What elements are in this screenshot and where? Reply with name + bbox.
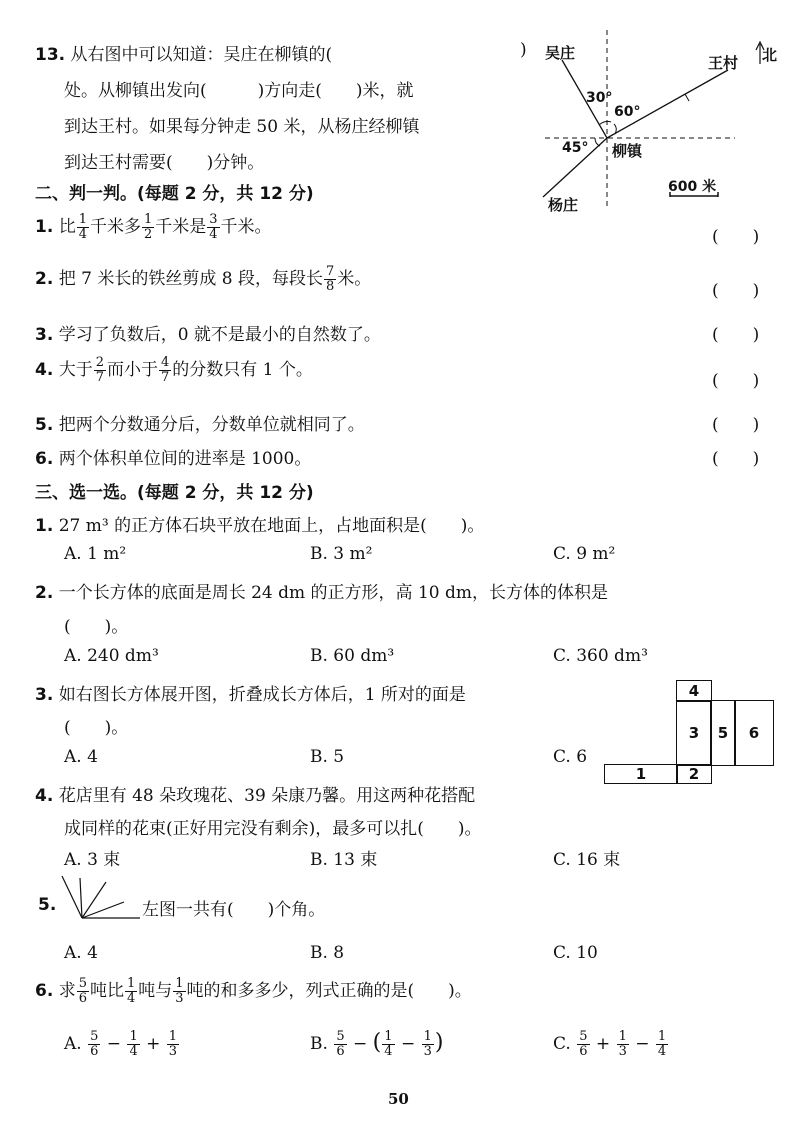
option-a[interactable]: A. 240 dm³: [64, 646, 159, 666]
choose-item-3-cont: ( )。: [64, 718, 129, 738]
net-face-6: 6: [734, 700, 774, 766]
cuboid-net: [600, 680, 780, 786]
judge-item-3: 3. 学习了负数后，0 就不是最小的自然数了。: [35, 325, 381, 345]
choose-item-1: 1. 27 m³ 的正方体石块平放在地面上，占地面积是( )。: [35, 516, 485, 536]
answer-paren[interactable]: ( ): [712, 371, 760, 391]
direction-map: [540, 30, 780, 220]
option-c[interactable]: C. 360 dm³: [553, 646, 648, 666]
fraction: $\frac{1}{3}$: [175, 976, 184, 1006]
option-b[interactable]: B. $\frac{5}{6}$ − ( $\frac{1}{4}$ − $\frac{1}{3}$ ): [310, 1029, 444, 1059]
label-wuzhuang: 吴庄: [545, 44, 576, 62]
fraction: $\frac{7}{8}$: [325, 264, 335, 294]
label-north: 北: [762, 46, 778, 64]
angle-figure: [60, 874, 142, 930]
judge-item-1: 1. 比 $\frac{1}{4}$ 千米多 $\frac{1}{2}$ 千米是 $\frac{3}{4}$ 千米。: [35, 212, 272, 242]
answer-paren[interactable]: ( ): [712, 325, 760, 345]
choose-item-4-cont: 成同样的花束(正好用完没有剩余)，最多可以扎( )。: [64, 819, 482, 839]
net-face-5: 5: [710, 700, 736, 766]
choose-item-5-number: 5.: [38, 895, 57, 915]
fraction: $\frac{1}{4}$: [126, 976, 136, 1006]
choose-item-4: 4. 花店里有 48 朵玫瑰花、39 朵康乃馨。用这两种花搭配: [35, 786, 476, 806]
choose-item-3: 3. 如右图长方体展开图，折叠成长方体后，1 所对的面是: [35, 685, 466, 705]
choose-item-6: 6. 求 $\frac{5}{6}$ 吨比 $\frac{1}{4}$ 吨与 $\frac{1}{3}$ 吨的和多多少，列式正确的是( )。: [35, 976, 472, 1006]
option-a[interactable]: A. 4: [64, 747, 98, 767]
fraction: $\frac{4}{7}$: [160, 355, 170, 385]
option-a[interactable]: A. 3 束: [64, 850, 121, 870]
fraction: $\frac{5}{6}$: [78, 976, 87, 1006]
judge-item-5: 5. 把两个分数通分后，分数单位就相同了。: [35, 415, 365, 435]
fraction: $\frac{3}{4}$: [209, 212, 218, 242]
choose-item-2: 2. 一个长方体的底面是周长 24 dm 的正方形，高 10 dm，长方体的体积是: [35, 583, 608, 603]
section2-title: 二、判一判。(每题 2 分，共 12 分): [35, 184, 314, 204]
answer-paren[interactable]: ( ): [712, 281, 760, 301]
net-face-4: 4: [676, 680, 712, 702]
option-c[interactable]: C. 16 束: [553, 850, 621, 870]
choose-item-2-cont: ( )。: [64, 617, 129, 637]
option-b[interactable]: B. 13 束: [310, 850, 378, 870]
page-number: 50: [388, 1090, 409, 1108]
option-c[interactable]: C. $\frac{5}{6}$ + $\frac{1}{3}$ − $\frac{1}{4}$: [553, 1029, 667, 1059]
judge-item-6: 6. 两个体积单位间的进率是 1000。: [35, 449, 312, 469]
option-b[interactable]: B. 3 m²: [310, 544, 373, 564]
judge-item-4: 4. 大于 $\frac{2}{7}$ 而小于 $\frac{4}{7}$ 的分数只有 1 个。: [35, 355, 313, 385]
q13-line3: 到达王村。如果每分钟走 50 米，从杨庄经柳镇: [64, 117, 420, 137]
option-b[interactable]: B. 60 dm³: [310, 646, 395, 666]
option-c[interactable]: C. 6: [553, 747, 588, 767]
fraction: $\frac{1}{4}$: [78, 212, 87, 242]
answer-paren[interactable]: ( ): [712, 449, 760, 469]
net-face-1: 1: [604, 764, 678, 784]
option-a[interactable]: A. 1 m²: [64, 544, 127, 564]
label-angle60: 60°: [614, 104, 641, 120]
section3-title: 三、选一选。(每题 2 分，共 12 分): [35, 483, 314, 503]
answer-paren[interactable]: ( ): [712, 415, 760, 435]
q13-text1: 从右图中可以知道：吴庄在柳镇的(: [70, 45, 333, 65]
fraction: $\frac{2}{7}$: [95, 355, 104, 385]
fraction: $\frac{1}{2}$: [143, 212, 153, 242]
label-wangcun: 王村: [708, 54, 739, 72]
label-liuzhen: 柳镇: [612, 142, 643, 160]
label-scale: 600 米: [668, 179, 717, 195]
net-face-3: 3: [676, 700, 712, 766]
q13-line2: 处。从柳镇出发向( )方向走( )米，就: [64, 81, 414, 101]
net-face-2: 2: [676, 764, 712, 784]
option-a[interactable]: A. $\frac{5}{6}$ − $\frac{1}{4}$ + $\frac{1}{3}$: [64, 1029, 178, 1059]
label-angle30: 30°: [586, 90, 613, 106]
judge-item-2: 2. 把 7 米长的铁丝剪成 8 段，每段长 $\frac{7}{8}$ 米。: [35, 264, 372, 294]
option-b[interactable]: B. 8: [310, 943, 345, 963]
option-b[interactable]: B. 5: [310, 747, 345, 767]
option-c[interactable]: C. 10: [553, 943, 598, 963]
choose-item-5: 左图一共有( )个角。: [142, 900, 326, 920]
q13-line1: [35, 40, 332, 65]
q13-line1-close: ): [520, 40, 527, 60]
label-angle45: 45°: [562, 140, 589, 156]
label-yangzhuang: 杨庄: [548, 196, 579, 214]
q13-number: 13.: [35, 45, 66, 65]
answer-paren[interactable]: ( ): [712, 227, 760, 247]
option-a[interactable]: A. 4: [64, 943, 98, 963]
q13-line4: 到达王村需要( )分钟。: [64, 153, 265, 173]
option-c[interactable]: C. 9 m²: [553, 544, 616, 564]
